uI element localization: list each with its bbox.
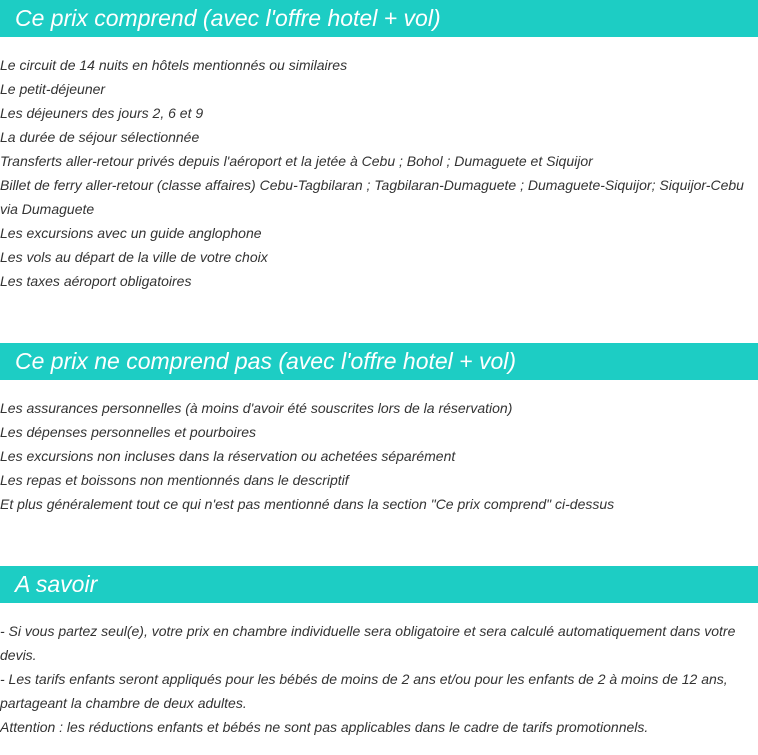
list-item: Le petit-déjeuner: [0, 81, 106, 97]
excluded-list: [0, 396, 752, 516]
list-item: Les repas et boissons non mentionnés dans le descriptif: [0, 472, 349, 488]
list-item: Les assurances personnelles (à moins d'avoir été souscrites lors de la réservation): [0, 400, 513, 416]
list-item: - Les tarifs enfants seront appliqués pour les bébés de moins de 2 ans et/ou pour les enfants de 2 à moins de 12 ans, partageant la chambre de deux adultes.: [0, 671, 728, 711]
info-list: [0, 619, 752, 739]
list-item: Les excursions avec un guide anglophone: [0, 225, 262, 241]
list-item: Les vols au départ de la ville de votre choix: [0, 249, 268, 265]
list-item: Les déjeuners des jours 2, 6 et 9: [0, 105, 204, 121]
section-title-included: Ce prix comprend (avec l'offre hotel + vol): [0, 0, 758, 37]
list-item: Attention : les réductions enfants et bébés ne sont pas applicables dans le cadre de tarifs promotionnels.: [0, 719, 649, 735]
included-list: [0, 53, 752, 293]
list-item: Le circuit de 14 nuits en hôtels mentionnés ou similaires: [0, 57, 348, 73]
section-title-excluded: Ce prix ne comprend pas (avec l'offre hotel + vol): [0, 343, 758, 380]
list-item: Les taxes aéroport obligatoires: [0, 273, 192, 289]
list-item: La durée de séjour sélectionnée: [0, 129, 200, 145]
list-item: Billet de ferry aller-retour (classe affaires) Cebu-Tagbilaran ; Tagbilaran-Dumaguete ; Dumaguete-Siquijor; Siquijor-Cebu via Dumaguete: [0, 177, 744, 217]
list-item: Transferts aller-retour privés depuis l'aéroport et la jetée à Cebu ; Bohol ; Dumaguete et Siquijor: [0, 153, 593, 169]
list-item: - Si vous partez seul(e), votre prix en chambre individuelle sera obligatoire et sera calculé automatiquement dans votre devis.: [0, 623, 736, 663]
list-item: Et plus généralement tout ce qui n'est pas mentionné dans la section "Ce prix comprend" ci-dessus: [0, 496, 615, 512]
list-item: Les dépenses personnelles et pourboires: [0, 424, 257, 440]
list-item: Les excursions non incluses dans la réservation ou achetées séparément: [0, 448, 456, 464]
section-title-info: A savoir: [0, 566, 758, 603]
